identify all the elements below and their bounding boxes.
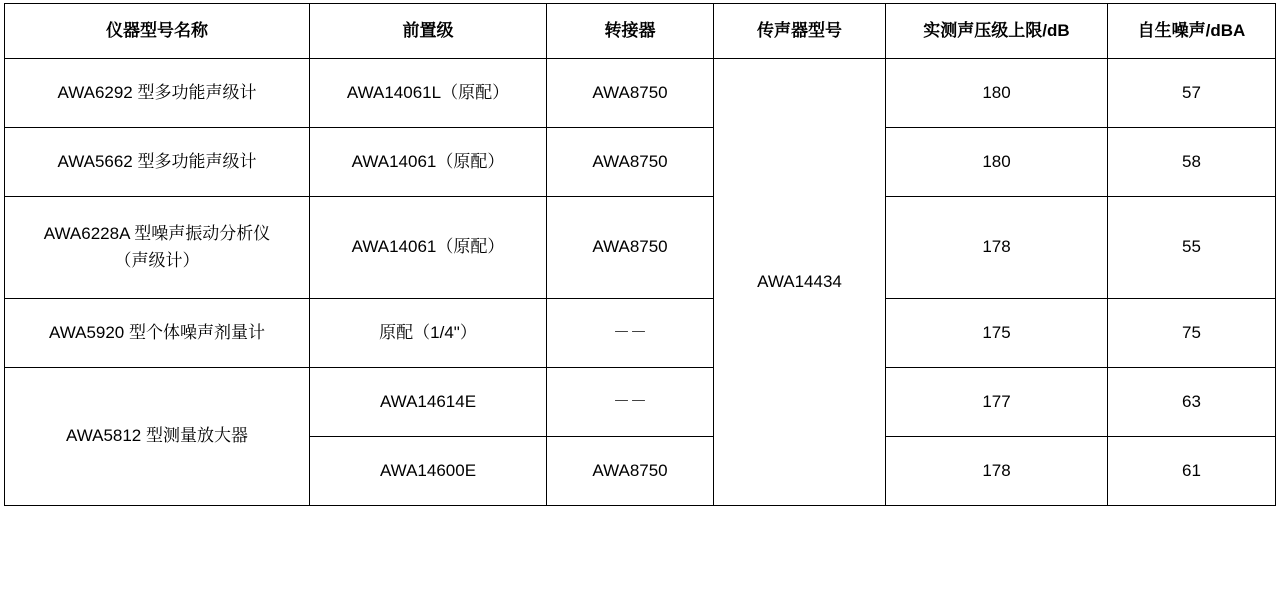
- cell-spl-limit: 177: [886, 368, 1108, 437]
- cell-preamp: AWA14061（原配）: [310, 128, 547, 197]
- table-row: [5, 59, 1276, 128]
- cell-instrument: AWA5812 型测量放大器: [5, 368, 310, 506]
- cell-self-noise: 75: [1108, 299, 1276, 368]
- column-header-adapter: 转接器: [547, 4, 714, 59]
- table-row: [5, 197, 1276, 299]
- cell-spl-limit: 178: [886, 197, 1108, 299]
- column-header-preamp: 前置级: [310, 4, 547, 59]
- table-row: [5, 299, 1276, 368]
- cell-self-noise: 57: [1108, 59, 1276, 128]
- cell-instrument: [5, 197, 310, 299]
- table-row: [5, 128, 1276, 197]
- cell-adapter: AWA8750: [547, 59, 714, 128]
- instrument-spec-table: [4, 3, 1276, 506]
- cell-preamp: AWA14061L（原配）: [310, 59, 547, 128]
- cell-spl-limit: 175: [886, 299, 1108, 368]
- table-row: [5, 368, 1276, 437]
- cell-spl-limit: 178: [886, 437, 1108, 506]
- cell-instrument: AWA6292 型多功能声级计: [5, 59, 310, 128]
- cell-self-noise: 55: [1108, 197, 1276, 299]
- table-header-row: [5, 4, 1276, 59]
- cell-instrument-line-2: （声级计）: [114, 250, 200, 270]
- column-header-self-noise: 自生噪声/dBA: [1108, 4, 1276, 59]
- cell-self-noise: 58: [1108, 128, 1276, 197]
- cell-adapter: AWA8750: [547, 197, 714, 299]
- cell-spl-limit: 180: [886, 59, 1108, 128]
- cell-adapter: AWA8750: [547, 437, 714, 506]
- cell-self-noise: 61: [1108, 437, 1276, 506]
- column-header-instrument: 仪器型号名称: [5, 4, 310, 59]
- cell-adapter: －－: [547, 368, 714, 437]
- column-header-spl-limit: 实测声压级上限/dB: [886, 4, 1108, 59]
- document-page: [0, 3, 1280, 594]
- cell-self-noise: 63: [1108, 368, 1276, 437]
- cell-instrument: AWA5920 型个体噪声剂量计: [5, 299, 310, 368]
- cell-microphone-model: AWA14434: [714, 59, 886, 506]
- cell-adapter: －－: [547, 299, 714, 368]
- cell-preamp: 原配（1/4"）: [310, 299, 547, 368]
- cell-adapter: AWA8750: [547, 128, 714, 197]
- cell-preamp: AWA14061（原配）: [310, 197, 547, 299]
- cell-preamp: AWA14614E: [310, 368, 547, 437]
- cell-instrument-line-1: AWA6228A 型噪声振动分析仪: [43, 224, 271, 244]
- column-header-microphone: 传声器型号: [714, 4, 886, 59]
- cell-instrument: AWA5662 型多功能声级计: [5, 128, 310, 197]
- cell-preamp: AWA14600E: [310, 437, 547, 506]
- cell-spl-limit: 180: [886, 128, 1108, 197]
